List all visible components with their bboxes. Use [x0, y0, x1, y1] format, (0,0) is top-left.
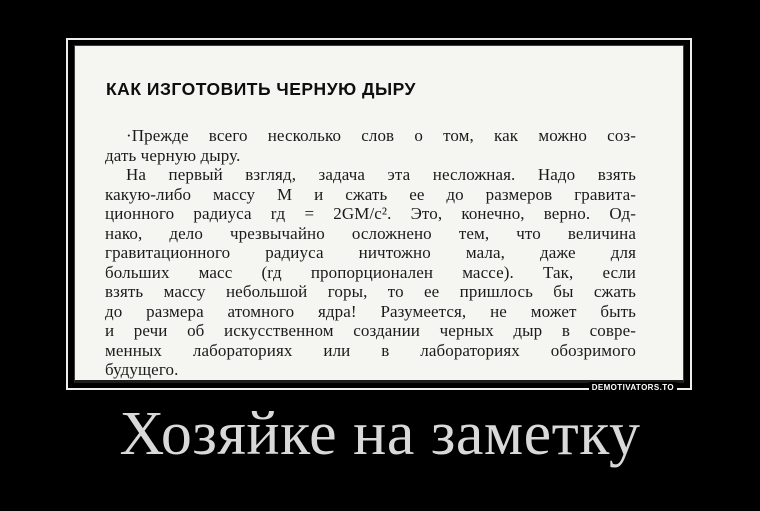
- page-text-line: больших масс (rд пропорционален массе). Так, если: [105, 262, 636, 282]
- page-text-line: взять массу небольшой горы, то ее пришлось бы сжать: [105, 282, 636, 301]
- page-text-line: до размера атомного ядра! Разумеется, не может быть: [105, 301, 636, 321]
- page-text-line: и речи об искусственном создании черных дыр в совре-: [105, 321, 636, 340]
- page-lines: [105, 126, 636, 380]
- page-content: [75, 46, 683, 380]
- book-page-scan: [74, 45, 684, 383]
- article-title: КАК ИЗГОТОВИТЬ ЧЕРНУЮ ДЫРУ: [106, 79, 416, 99]
- page-text-line: менных лабораториях или в лабораториях обозримого: [105, 340, 636, 360]
- page-text-line: нако, дело чрезвычайно осложнено тем, что величина: [105, 223, 636, 243]
- page-text-line: гравитационного радиуса ничтожно мала, даже для: [105, 243, 636, 262]
- caption: Хозяйке на заметку: [119, 400, 641, 468]
- page-text-line: На первый взгляд, задача эта несложная. Надо взять: [126, 165, 636, 184]
- page-text-line: будущего.: [105, 360, 179, 379]
- watermark: DEMOTIVATORS.TO: [589, 382, 677, 393]
- photo-frame: [66, 38, 692, 390]
- page-text-line: дать черную дыру.: [105, 145, 241, 165]
- page-text-line: какую-либо массу М и сжать ее до размеров гравита-: [105, 184, 636, 204]
- page-text-line: ционного радиуса rд = 2GM/c². Это, конечно, верно. Од-: [105, 204, 636, 223]
- page-text-line: ·Прежде всего несколько слов о том, как можно соз-: [126, 126, 636, 145]
